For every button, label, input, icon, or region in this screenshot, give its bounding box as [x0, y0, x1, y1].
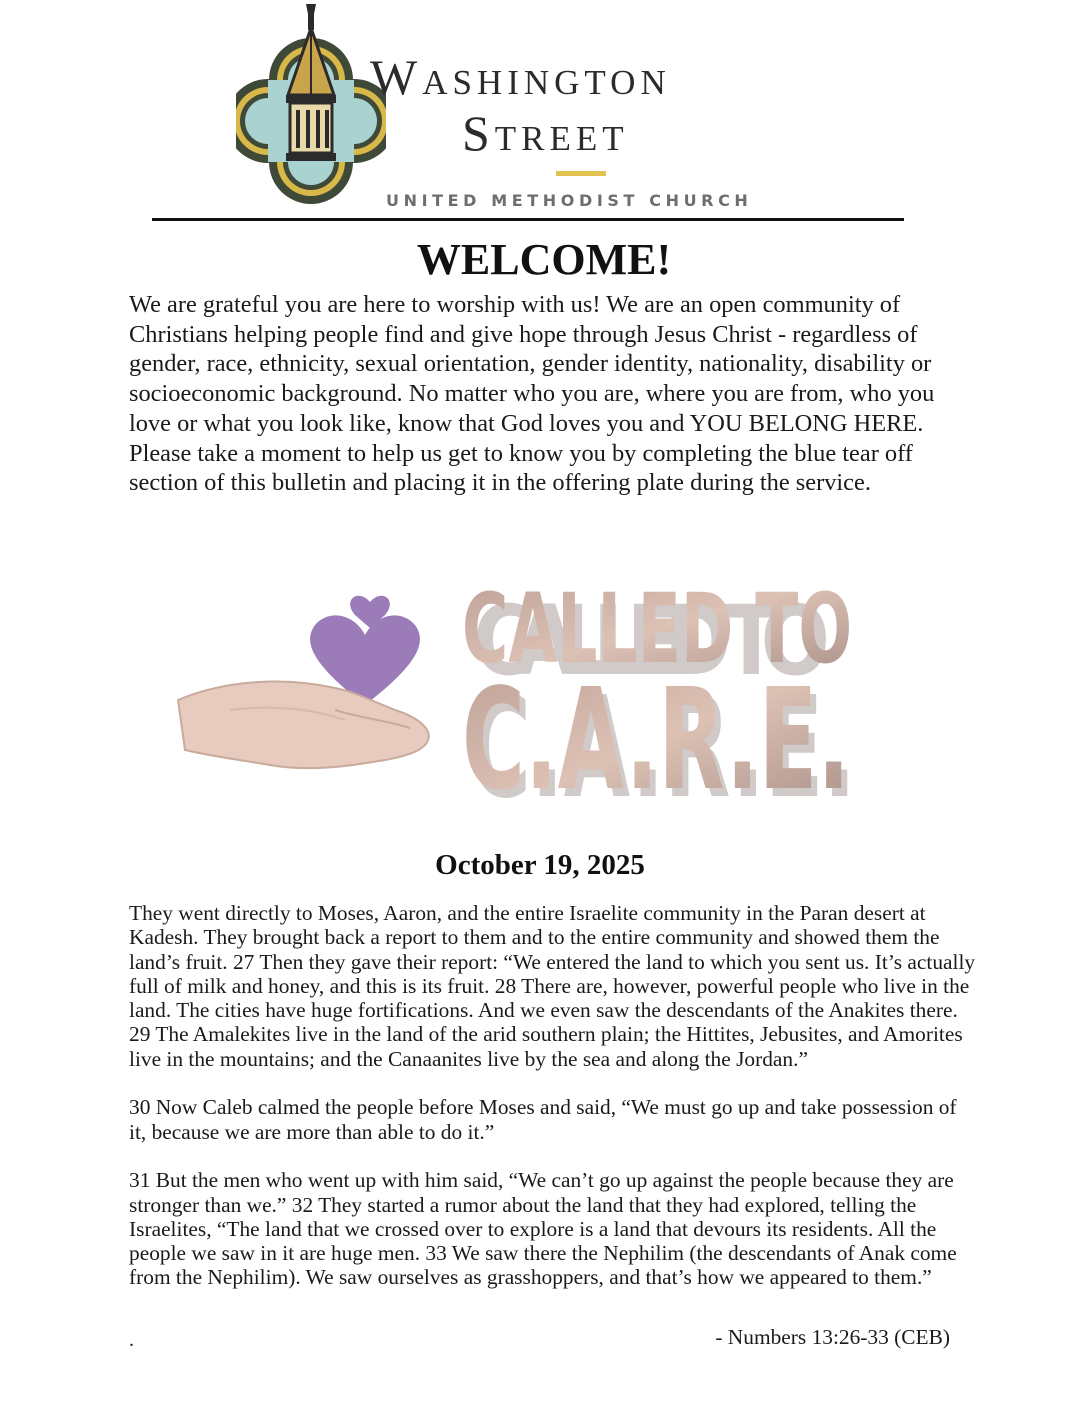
- scripture-paragraph-2: 30 Now Caleb calmed the people before Moses and said, “We must go up and take possession of it, because we are more than able to do it.”: [129, 1095, 957, 1144]
- logo-subtitle: UNITED METHODIST CHURCH: [386, 191, 753, 210]
- header-divider: [152, 218, 904, 221]
- welcome-paragraph: We are grateful you are here to worship with us! We are an open community of Christians helping people find and give hope through Jesus Christ - regardless of gender, race, ethnicity, sexual orientation, gender identity, nationality, disability or socioeconomic background. No matter who you are, where you are from, who you love or what you look like, know that God loves you and YOU BELONG HERE. Please take a moment to help us get to know you by completing the blue tear off section of this bulletin and placing it in the offering plate during the service.: [129, 291, 935, 497]
- open-hand-icon: [178, 682, 429, 769]
- scripture-paragraph-3: 31 But the men who went up with him said, “We can’t go up against the people because they are stronger than we.” 32 They started a rumor about the land that they had explored, telling the Israelites, “The land that we crossed over to explore is a land that devours its residents. All the people we saw in it are huge men. 33 We saw there the Nephilim (the descendants of Anak come from the Nephilim). We saw ourselves as grasshoppers, and that’s how we appeared to them.”: [129, 1168, 957, 1290]
- welcome-title: WELCOME!: [416, 235, 672, 284]
- logo-gold-bar: [556, 171, 606, 176]
- church-steeple-logo-icon: [236, 0, 386, 208]
- logo-wordmark-street: Street: [462, 105, 629, 161]
- logo-wordmark-washington: Washington: [370, 49, 671, 105]
- care-line1-shadow: CALLED TO: [473, 585, 830, 698]
- service-date: October 19, 2025: [435, 849, 645, 881]
- scripture-citation: - Numbers 13:26-33 (CEB): [715, 1325, 950, 1349]
- care-line2-shadow: C.A.R.E.: [468, 667, 856, 810]
- care-line1: CALLED TO: [462, 573, 852, 685]
- scripture-paragraph-1: They went directly to Moses, Aaron, and the entire Israelite community in the Paran desert at Kadesh. They brought back a report to them and to the entire community and showed them the land’s fruit. 27 Then they gave their report: “We entered the land to which you sent us. It’s actually full of milk and honey, and this is its fruit. 28 There are, however, powerful people who live in the land. The cities have huge fortifications. And we even saw the descendants of the Anakites there. 29 The Amalekites live in the land of the arid southern plain; the Hittites, Jebusites, and Amorites live in the mountains; and the Canaanites live by the sea and along the Jordan.”: [129, 901, 976, 1071]
- called-to-care-graphic: [170, 560, 870, 810]
- called-to-care-wordmark: [462, 573, 856, 810]
- trailing-mark: .: [129, 1329, 134, 1351]
- scripture-reading: [129, 901, 979, 1290]
- care-line2: C.A.R.E.: [462, 659, 850, 810]
- steeple: [286, 4, 336, 161]
